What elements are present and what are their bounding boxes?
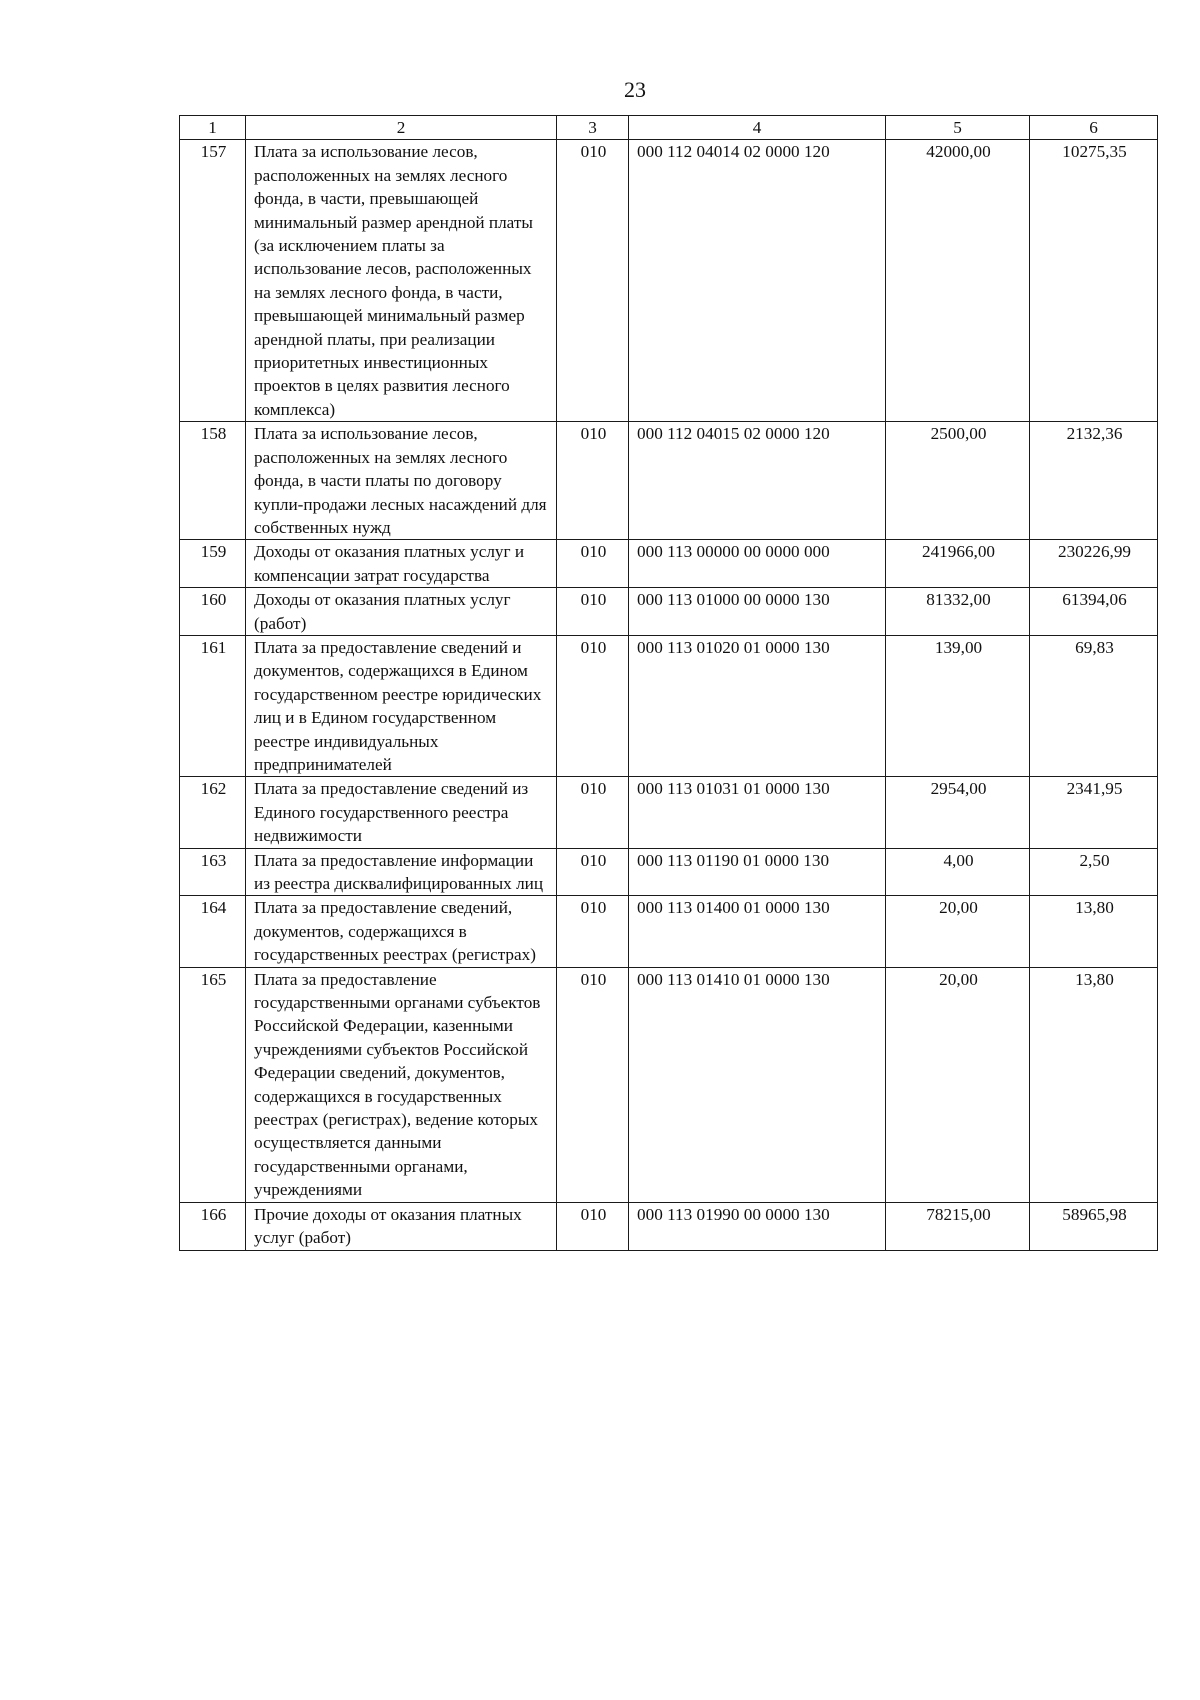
row-number: 160 xyxy=(180,588,246,636)
planned-amount: 42000,00 xyxy=(886,140,1030,422)
actual-amount: 58965,98 xyxy=(1030,1202,1158,1250)
budget-classification-code: 000 113 01990 00 0000 130 xyxy=(629,1202,886,1250)
column-header-5: 5 xyxy=(886,116,1030,140)
actual-amount: 2,50 xyxy=(1030,848,1158,896)
row-number: 162 xyxy=(180,777,246,848)
header-row xyxy=(180,116,1158,140)
budget-classification-code: 000 113 01000 00 0000 130 xyxy=(629,588,886,636)
budget-classification-code: 000 113 01020 01 0000 130 xyxy=(629,635,886,776)
actual-amount: 10275,35 xyxy=(1030,140,1158,422)
admin-code: 010 xyxy=(557,635,629,776)
revenue-name: Плата за предоставление сведений, документов, содержащихся в государственных реестрах (регистрах) xyxy=(246,896,557,967)
page-number: 23 xyxy=(624,77,646,102)
revenue-name: Прочие доходы от оказания платных услуг (работ) xyxy=(246,1202,557,1250)
admin-code: 010 xyxy=(557,896,629,967)
admin-code: 010 xyxy=(557,1202,629,1250)
table-row xyxy=(180,896,1158,967)
row-number: 165 xyxy=(180,967,246,1202)
revenue-name: Плата за использование лесов, расположенных на землях лесного фонда, в части, превышающей минимальный размер арендной платы (за исключением платы за использование лесов, расположенных на землях лесного фонда, в части, превышающей минимальный размер арендной платы, при реализации приоритетных инвестиционных проектов в целях развития лесного комплекса) xyxy=(246,140,557,422)
admin-code: 010 xyxy=(557,140,629,422)
actual-amount: 230226,99 xyxy=(1030,540,1158,588)
actual-amount: 2341,95 xyxy=(1030,777,1158,848)
row-number: 159 xyxy=(180,540,246,588)
budget-classification-code: 000 113 01410 01 0000 130 xyxy=(629,967,886,1202)
table-row xyxy=(180,848,1158,896)
row-number: 163 xyxy=(180,848,246,896)
admin-code: 010 xyxy=(557,777,629,848)
revenue-name: Доходы от оказания платных услуг и компенсации затрат государства xyxy=(246,540,557,588)
planned-amount: 139,00 xyxy=(886,635,1030,776)
table-row xyxy=(180,422,1158,540)
revenue-name: Плата за предоставление сведений и документов, содержащихся в Едином государственном реестре юридических лиц и в Едином государственном реестре индивидуальных предпринимателей xyxy=(246,635,557,776)
table-row xyxy=(180,635,1158,776)
table-row xyxy=(180,140,1158,422)
table-row xyxy=(180,588,1158,636)
column-header-2: 2 xyxy=(246,116,557,140)
budget-classification-code: 000 113 01190 01 0000 130 xyxy=(629,848,886,896)
row-number: 166 xyxy=(180,1202,246,1250)
admin-code: 010 xyxy=(557,540,629,588)
admin-code: 010 xyxy=(557,588,629,636)
budget-classification-code: 000 112 04014 02 0000 120 xyxy=(629,140,886,422)
revenue-name: Плата за использование лесов, расположенных на землях лесного фонда, в части платы по договору купли-продажи лесных насаждений для собственных нужд xyxy=(246,422,557,540)
planned-amount: 2954,00 xyxy=(886,777,1030,848)
budget-classification-code: 000 113 01400 01 0000 130 xyxy=(629,896,886,967)
actual-amount: 13,80 xyxy=(1030,896,1158,967)
row-number: 157 xyxy=(180,140,246,422)
revenue-table xyxy=(179,115,1158,1251)
actual-amount: 13,80 xyxy=(1030,967,1158,1202)
budget-classification-code: 000 112 04015 02 0000 120 xyxy=(629,422,886,540)
actual-amount: 2132,36 xyxy=(1030,422,1158,540)
planned-amount: 241966,00 xyxy=(886,540,1030,588)
table-body xyxy=(180,140,1158,1250)
admin-code: 010 xyxy=(557,848,629,896)
column-header-3: 3 xyxy=(557,116,629,140)
table-row xyxy=(180,540,1158,588)
row-number: 158 xyxy=(180,422,246,540)
planned-amount: 4,00 xyxy=(886,848,1030,896)
column-header-6: 6 xyxy=(1030,116,1158,140)
table-header xyxy=(180,116,1158,140)
table-row xyxy=(180,967,1158,1202)
planned-amount: 78215,00 xyxy=(886,1202,1030,1250)
admin-code: 010 xyxy=(557,967,629,1202)
column-header-4: 4 xyxy=(629,116,886,140)
revenue-name: Доходы от оказания платных услуг (работ) xyxy=(246,588,557,636)
table-row xyxy=(180,1202,1158,1250)
planned-amount: 2500,00 xyxy=(886,422,1030,540)
admin-code: 010 xyxy=(557,422,629,540)
actual-amount: 69,83 xyxy=(1030,635,1158,776)
revenue-name: Плата за предоставление сведений из Единого государственного реестра недвижимости xyxy=(246,777,557,848)
column-header-1: 1 xyxy=(180,116,246,140)
revenue-name: Плата за предоставление информации из реестра дисквалифицированных лиц xyxy=(246,848,557,896)
table-row xyxy=(180,777,1158,848)
budget-classification-code: 000 113 00000 00 0000 000 xyxy=(629,540,886,588)
budget-classification-code: 000 113 01031 01 0000 130 xyxy=(629,777,886,848)
row-number: 161 xyxy=(180,635,246,776)
actual-amount: 61394,06 xyxy=(1030,588,1158,636)
planned-amount: 20,00 xyxy=(886,967,1030,1202)
row-number: 164 xyxy=(180,896,246,967)
planned-amount: 20,00 xyxy=(886,896,1030,967)
planned-amount: 81332,00 xyxy=(886,588,1030,636)
revenue-name: Плата за предоставление государственными органами субъектов Российской Федерации, казенными учреждениями субъектов Российской Федерации сведений, документов, содержащихся в государственных реестрах (регистрах), ведение которых осуществляется данными государственными органами, учреждениями xyxy=(246,967,557,1202)
